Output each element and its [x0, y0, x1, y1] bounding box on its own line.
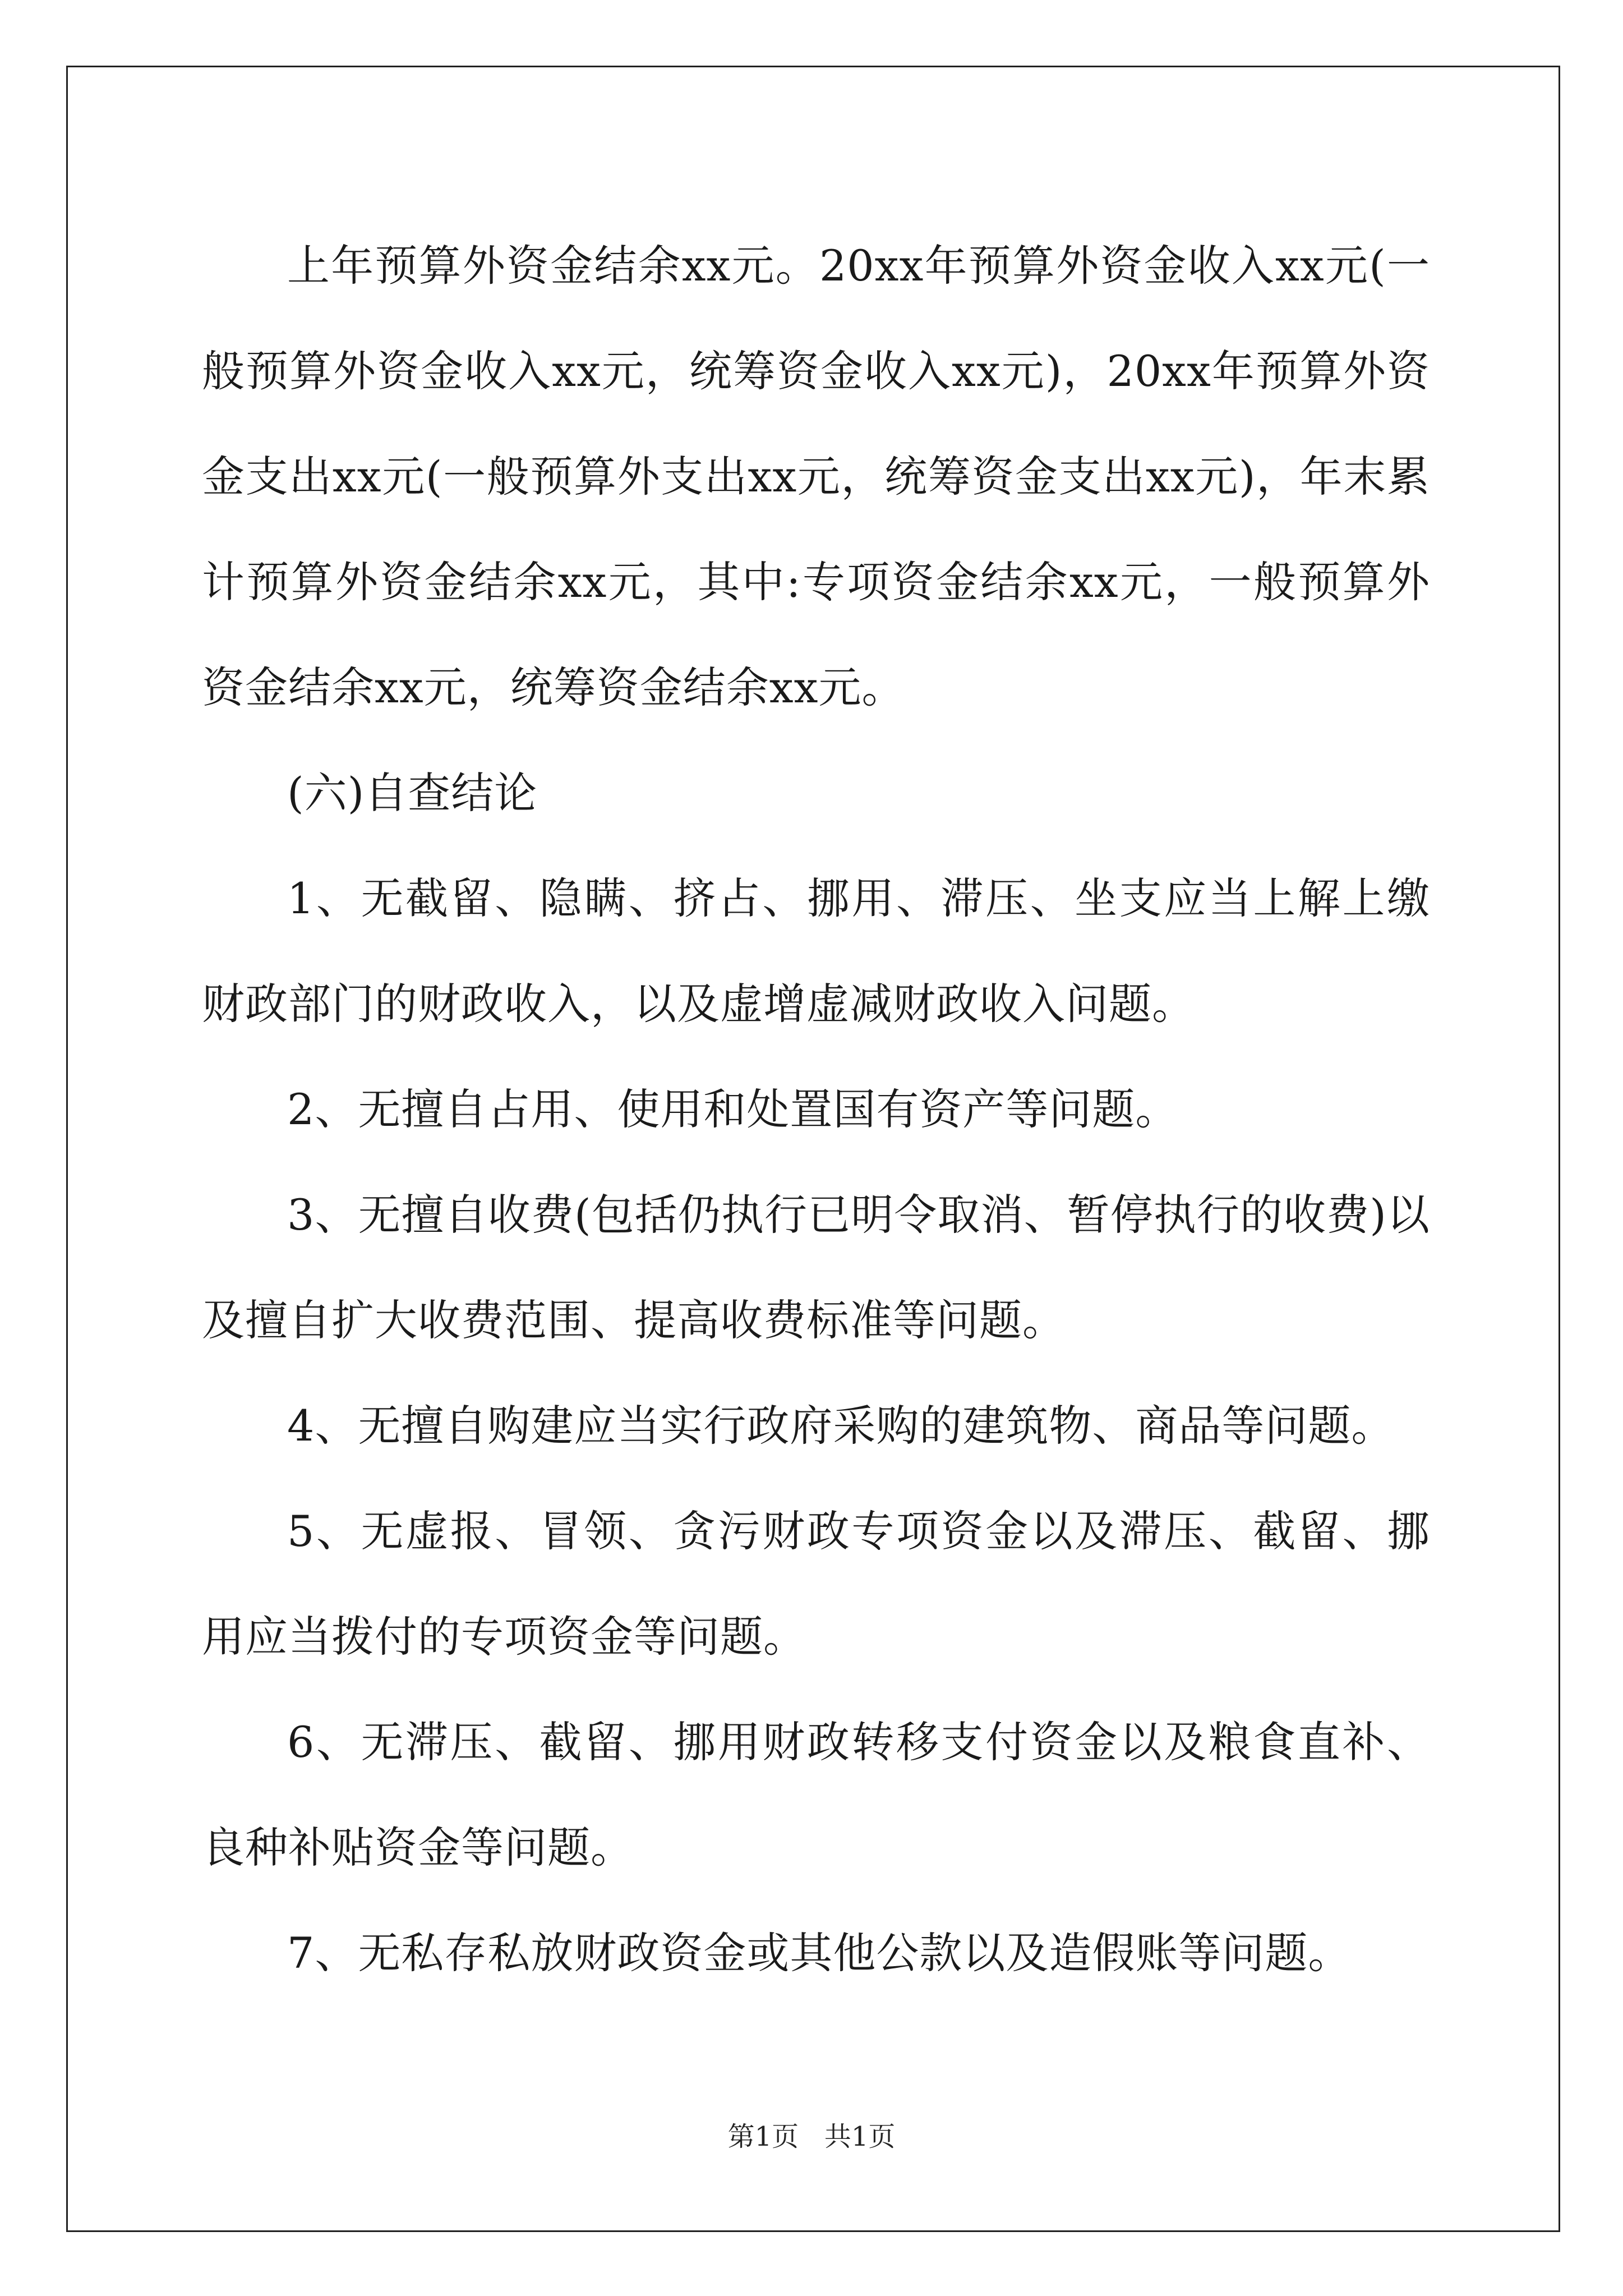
conclusion-item-5: 5、无虚报、冒领、贪污财政专项资金以及滞压、截留、挪用应当拨付的专项资金等问题。	[202, 1506, 1430, 1662]
conclusion-item-7: 7、无私存私放财政资金或其他公款以及造假账等问题。	[287, 1928, 1352, 1978]
conclusion-item-4: 4、无擅自购建应当实行政府采购的建筑物、商品等问题。	[287, 1401, 1395, 1451]
conclusion-item-6: 6、无滞压、截留、挪用财政转移支付资金以及粮食直补、良种补贴资金等问题。	[202, 1717, 1430, 1872]
document-body	[202, 213, 1430, 2006]
paragraph-budget-summary: 上年预算外资金结余xx元。20xx年预算外资金收入xx元(一般预算外资金收入xx元，统筹资金收入xx元)，20xx年预算外资金支出xx元(一般预算外支出xx元，统筹资金支出xx元)，年末累计预算外资金结余xx元，其中:专项资金结余xx元，一般预算外资金结余xx元，统筹资金结余xx元。	[202, 241, 1430, 712]
page-footer: 第1页 共1页	[727, 2121, 896, 2152]
conclusion-item-3: 3、无擅自收费(包括仍执行已明令取消、暂停执行的收费)以及擅自扩大收费范围、提高收费标准等问题。	[202, 1190, 1430, 1345]
conclusion-item-1: 1、无截留、隐瞒、挤占、挪用、滞压、坐支应当上解上缴财政部门的财政收入，以及虚增虚减财政收入问题。	[202, 873, 1430, 1029]
conclusion-item-2: 2、无擅自占用、使用和处置国有资产等问题。	[287, 1084, 1179, 1134]
section-heading-self-check-conclusion: (六)自查结论	[287, 768, 538, 818]
